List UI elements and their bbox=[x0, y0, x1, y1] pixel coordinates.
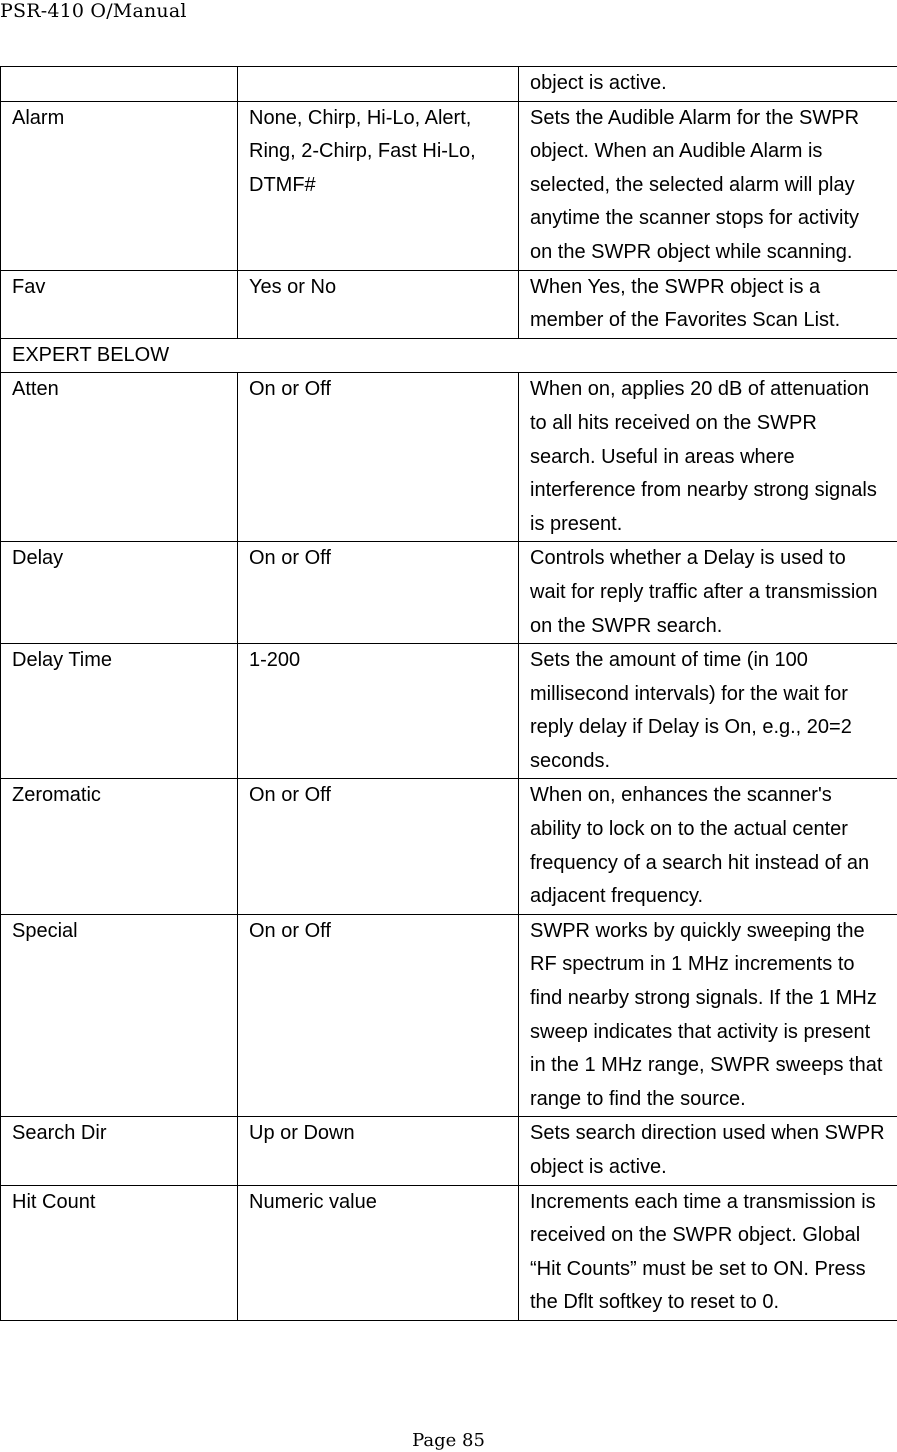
setting-options-cell: On or Off bbox=[238, 914, 519, 1117]
setting-description-cell: Controls whether a Delay is used to wait for reply traffic after a transmission on the SWPR search. bbox=[519, 542, 897, 644]
setting-options-cell: On or Off bbox=[238, 779, 519, 914]
table-row bbox=[1, 914, 897, 1117]
page-number: Page 85 bbox=[412, 1430, 485, 1451]
setting-name-cell: Search Dir bbox=[1, 1117, 238, 1185]
setting-description-cell: object is active. bbox=[519, 67, 897, 102]
setting-description-cell: When Yes, the SWPR object is a member of the Favorites Scan List. bbox=[519, 270, 897, 338]
setting-name-cell: Hit Count bbox=[1, 1185, 238, 1320]
setting-name-cell: Special bbox=[1, 914, 238, 1117]
setting-description-cell: Sets search direction used when SWPR object is active. bbox=[519, 1117, 897, 1185]
table-row bbox=[1, 373, 897, 542]
document-header: PSR-410 O/Manual bbox=[0, 0, 187, 22]
setting-description-cell: SWPR works by quickly sweeping the RF spectrum in 1 MHz increments to find nearby strong signals. If the 1 MHz sweep indicates that activity is present in the 1 MHz range, SWPR sweeps that range to find the source. bbox=[519, 914, 897, 1117]
setting-name-cell: Delay Time bbox=[1, 644, 238, 779]
setting-name-cell: Zeromatic bbox=[1, 779, 238, 914]
setting-options-cell bbox=[238, 67, 519, 102]
section-row bbox=[1, 338, 897, 373]
table-row bbox=[1, 1117, 897, 1185]
table-row bbox=[1, 542, 897, 644]
setting-description-cell: Sets the amount of time (in 100 millisecond intervals) for the wait for reply delay if Delay is On, e.g., 20=2 seconds. bbox=[519, 644, 897, 779]
setting-options-cell: None, Chirp, Hi-Lo, Alert, Ring, 2-Chirp, Fast Hi-Lo, DTMF# bbox=[238, 101, 519, 270]
setting-options-cell: On or Off bbox=[238, 373, 519, 542]
setting-options-cell: Yes or No bbox=[238, 270, 519, 338]
setting-options-cell: Up or Down bbox=[238, 1117, 519, 1185]
setting-name-cell: Delay bbox=[1, 542, 238, 644]
setting-options-cell: 1-200 bbox=[238, 644, 519, 779]
setting-options-cell: Numeric value bbox=[238, 1185, 519, 1320]
table-row bbox=[1, 644, 897, 779]
table-row bbox=[1, 67, 897, 102]
setting-description-cell: When on, applies 20 dB of attenuation to all hits received on the SWPR search. Useful in areas where interference from nearby strong signals is present. bbox=[519, 373, 897, 542]
setting-name-cell bbox=[1, 67, 238, 102]
setting-description-cell: When on, enhances the scanner's ability to lock on to the actual center frequency of a search hit instead of an adjacent frequency. bbox=[519, 779, 897, 914]
setting-description-cell: Increments each time a transmission is received on the SWPR object. Global “Hit Counts” must be set to ON. Press the Dflt softkey to reset to 0. bbox=[519, 1185, 897, 1320]
setting-name-cell: Atten bbox=[1, 373, 238, 542]
table-row bbox=[1, 1185, 897, 1320]
setting-options-cell: On or Off bbox=[238, 542, 519, 644]
setting-name-cell: Alarm bbox=[1, 101, 238, 270]
table-row bbox=[1, 779, 897, 914]
table-row bbox=[1, 101, 897, 270]
setting-name-cell: Fav bbox=[1, 270, 238, 338]
table-row bbox=[1, 270, 897, 338]
setting-description-cell: Sets the Audible Alarm for the SWPR object. When an Audible Alarm is selected, the selected alarm will play anytime the scanner stops for activity on the SWPR object while scanning. bbox=[519, 101, 897, 270]
section-heading-cell: EXPERT BELOW bbox=[1, 338, 897, 373]
settings-table bbox=[0, 66, 897, 1321]
